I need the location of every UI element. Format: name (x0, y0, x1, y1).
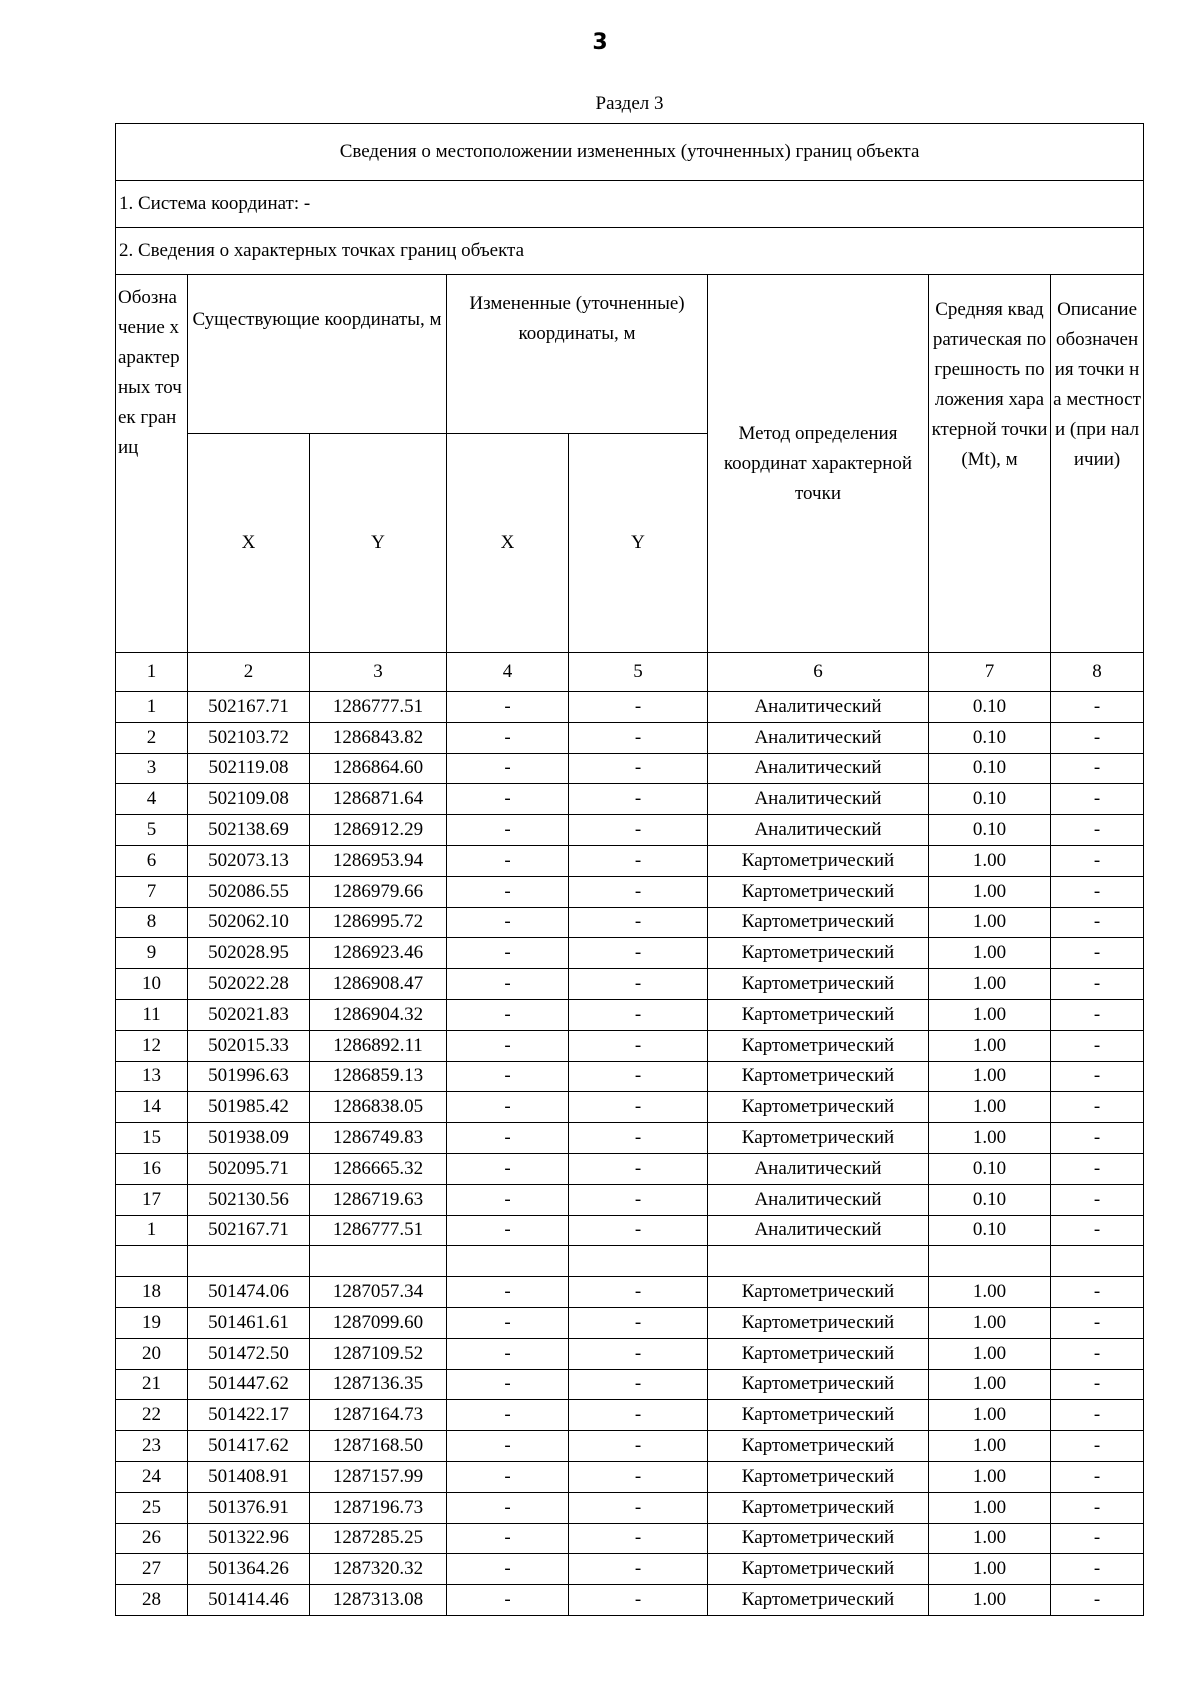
cell-mean-error: 0.10 (929, 1184, 1051, 1215)
cell-mean-error: 1.00 (929, 1461, 1051, 1492)
cell-method: Картометрический (708, 999, 929, 1030)
cell-method: Картометрический (708, 1307, 929, 1338)
cell-changed-y: - (569, 1400, 708, 1431)
cell-method: Картометрический (708, 1585, 929, 1616)
cell-point-number: 10 (116, 969, 188, 1000)
cell-description: - (1051, 1431, 1144, 1462)
cell-existing-y: 1286864.60 (310, 753, 447, 784)
cell-changed-x: - (447, 1184, 569, 1215)
cell-method: Картометрический (708, 969, 929, 1000)
cell-existing-y: 1286719.63 (310, 1184, 447, 1215)
cell-changed-y: - (569, 784, 708, 815)
cell-changed-x: - (447, 692, 569, 723)
cell-point-number: 4 (116, 784, 188, 815)
cell-changed-y: - (569, 845, 708, 876)
cell-description: - (1051, 1554, 1144, 1585)
cell-mean-error: 1.00 (929, 1400, 1051, 1431)
cell-method: Картометрический (708, 1277, 929, 1308)
coordinate-system: 1. Система координат: - (116, 181, 1144, 228)
cell-existing-y: 1287109.52 (310, 1338, 447, 1369)
cell-changed-y: - (569, 815, 708, 846)
cell-changed-y: - (569, 1184, 708, 1215)
table-row (116, 1277, 1144, 1308)
cell-changed-x: - (447, 1369, 569, 1400)
cell-mean-error: 0.10 (929, 1215, 1051, 1246)
cell-method: Картометрический (708, 1030, 929, 1061)
cell-existing-x: 501408.91 (188, 1461, 310, 1492)
table-row (116, 815, 1144, 846)
cell-mean-error: 1.00 (929, 845, 1051, 876)
table-row (116, 753, 1144, 784)
cell-mean-error: 0.10 (929, 784, 1051, 815)
cell-method: Картометрический (708, 1554, 929, 1585)
cell-changed-x: - (447, 876, 569, 907)
header-mean-error: Средняя квадратическая погрешность положения характерной точки (Mt), м (929, 275, 1051, 653)
cell-changed-x: - (447, 1153, 569, 1184)
column-number: 7 (929, 653, 1051, 692)
cell-existing-y: 1286979.66 (310, 876, 447, 907)
cell-point-number: 22 (116, 1400, 188, 1431)
table-row (116, 938, 1144, 969)
cell-point-number: 9 (116, 938, 188, 969)
cell-changed-x: - (447, 1523, 569, 1554)
cell-method: Аналитический (708, 692, 929, 723)
table-row (116, 1030, 1144, 1061)
cell-description: - (1051, 1338, 1144, 1369)
cell-method: Картометрический (708, 1369, 929, 1400)
cell-point-number: 19 (116, 1307, 188, 1338)
cell-description: - (1051, 1400, 1144, 1431)
cell-changed-y: - (569, 1585, 708, 1616)
cell-existing-x: 501474.06 (188, 1277, 310, 1308)
cell-changed-x: - (447, 784, 569, 815)
cell-changed-y: - (569, 1431, 708, 1462)
table-row (116, 1184, 1144, 1215)
table-row (116, 1523, 1144, 1554)
cell-mean-error: 1.00 (929, 1030, 1051, 1061)
cell-existing-y: 1287168.50 (310, 1431, 447, 1462)
cell-changed-x: - (447, 1585, 569, 1616)
cell-description: - (1051, 1585, 1144, 1616)
cell-description: - (1051, 1092, 1144, 1123)
table-row (116, 1492, 1144, 1523)
cell-description: - (1051, 1184, 1144, 1215)
cell-existing-y: 1286777.51 (310, 692, 447, 723)
header-existing-coordinates: Существующие координаты, м (188, 275, 447, 434)
table-row (116, 907, 1144, 938)
cell-changed-y: - (569, 1215, 708, 1246)
cell-existing-x: 502119.08 (188, 753, 310, 784)
cell-description (1051, 1246, 1144, 1277)
cell-existing-x: 502022.28 (188, 969, 310, 1000)
cell-mean-error: 1.00 (929, 1523, 1051, 1554)
table-row (116, 876, 1144, 907)
table-row (116, 969, 1144, 1000)
cell-changed-y: - (569, 722, 708, 753)
header-existing-y: Y (310, 434, 447, 653)
cell-changed-y: - (569, 1492, 708, 1523)
cell-changed-y: - (569, 1123, 708, 1154)
cell-changed-y: - (569, 999, 708, 1030)
table-row (116, 1431, 1144, 1462)
cell-changed-y: - (569, 1369, 708, 1400)
cell-changed-y: - (569, 753, 708, 784)
cell-point-number: 7 (116, 876, 188, 907)
cell-mean-error: 1.00 (929, 1277, 1051, 1308)
cell-existing-x: 501414.46 (188, 1585, 310, 1616)
cell-changed-x: - (447, 1338, 569, 1369)
cell-existing-x: 501472.50 (188, 1338, 310, 1369)
cell-changed-x: - (447, 1492, 569, 1523)
cell-description: - (1051, 692, 1144, 723)
table-row (116, 1585, 1144, 1616)
cell-existing-x: 501938.09 (188, 1123, 310, 1154)
cell-changed-x: - (447, 938, 569, 969)
cell-changed-x: - (447, 1215, 569, 1246)
cell-mean-error: 1.00 (929, 1092, 1051, 1123)
column-number: 8 (1051, 653, 1144, 692)
cell-existing-y: 1287136.35 (310, 1369, 447, 1400)
cell-point-number: 2 (116, 722, 188, 753)
cell-point-number: 8 (116, 907, 188, 938)
cell-point-number: 15 (116, 1123, 188, 1154)
cell-mean-error: 1.00 (929, 1369, 1051, 1400)
boundary-points-table (115, 123, 1144, 1616)
cell-method: Аналитический (708, 815, 929, 846)
cell-changed-y: - (569, 969, 708, 1000)
cell-changed-y: - (569, 1523, 708, 1554)
cell-existing-x: 502109.08 (188, 784, 310, 815)
cell-point-number: 14 (116, 1092, 188, 1123)
cell-description: - (1051, 1307, 1144, 1338)
cell-existing-x: 502130.56 (188, 1184, 310, 1215)
cell-changed-x: - (447, 1092, 569, 1123)
cell-description: - (1051, 784, 1144, 815)
cell-method: Картометрический (708, 1461, 929, 1492)
cell-description: - (1051, 999, 1144, 1030)
cell-description: - (1051, 938, 1144, 969)
cell-mean-error: 0.10 (929, 815, 1051, 846)
cell-method: Аналитический (708, 784, 929, 815)
cell-mean-error: 1.00 (929, 1431, 1051, 1462)
cell-method: Аналитический (708, 753, 929, 784)
cell-changed-x: - (447, 1061, 569, 1092)
cell-method: Картометрический (708, 1431, 929, 1462)
cell-existing-x: 502138.69 (188, 815, 310, 846)
cell-point-number: 13 (116, 1061, 188, 1092)
cell-method: Аналитический (708, 1184, 929, 1215)
cell-point-number: 11 (116, 999, 188, 1030)
cell-method: Аналитический (708, 722, 929, 753)
cell-description: - (1051, 969, 1144, 1000)
cell-existing-x: 501422.17 (188, 1400, 310, 1431)
cell-existing-y: 1286904.32 (310, 999, 447, 1030)
cell-description: - (1051, 1215, 1144, 1246)
cell-point-number: 23 (116, 1431, 188, 1462)
cell-point-number (116, 1246, 188, 1277)
cell-method: Картометрический (708, 1092, 929, 1123)
cell-changed-y: - (569, 1461, 708, 1492)
cell-description: - (1051, 1153, 1144, 1184)
cell-existing-x: 501461.61 (188, 1307, 310, 1338)
cell-description: - (1051, 1461, 1144, 1492)
table-row (116, 1307, 1144, 1338)
cell-existing-x: 502021.83 (188, 999, 310, 1030)
cell-existing-x: 502095.71 (188, 1153, 310, 1184)
cell-existing-x: 501985.42 (188, 1092, 310, 1123)
cell-method: Картометрический (708, 876, 929, 907)
cell-changed-x (447, 1246, 569, 1277)
cell-mean-error: 1.00 (929, 938, 1051, 969)
cell-changed-y: - (569, 938, 708, 969)
cell-mean-error: 1.00 (929, 1585, 1051, 1616)
cell-existing-y: 1286953.94 (310, 845, 447, 876)
cell-changed-y: - (569, 1030, 708, 1061)
header-changed-y: Y (569, 434, 708, 653)
table-row (116, 722, 1144, 753)
header-changed-x: X (447, 434, 569, 653)
section-title: Раздел 3 (595, 93, 664, 114)
cell-description: - (1051, 1369, 1144, 1400)
cell-description: - (1051, 845, 1144, 876)
cell-method: Картометрический (708, 1523, 929, 1554)
header-point-designation: Обозначение характерных точек границ (116, 275, 188, 653)
cell-method: Картометрический (708, 1123, 929, 1154)
table-row (116, 1123, 1144, 1154)
header-changed-coordinates: Измененные (уточненные) координаты, м (447, 275, 708, 434)
table-row (116, 784, 1144, 815)
cell-changed-x: - (447, 815, 569, 846)
cell-changed-x: - (447, 1123, 569, 1154)
cell-mean-error: 1.00 (929, 1307, 1051, 1338)
cell-method: Картометрический (708, 845, 929, 876)
cell-changed-y: - (569, 1277, 708, 1308)
cell-description: - (1051, 1030, 1144, 1061)
cell-existing-y: 1286908.47 (310, 969, 447, 1000)
cell-description: - (1051, 876, 1144, 907)
cell-existing-x: 501447.62 (188, 1369, 310, 1400)
cell-point-number: 26 (116, 1523, 188, 1554)
cell-changed-y (569, 1246, 708, 1277)
cell-point-number: 28 (116, 1585, 188, 1616)
cell-method: Картометрический (708, 1400, 929, 1431)
cell-existing-y: 1286777.51 (310, 1215, 447, 1246)
cell-point-number: 24 (116, 1461, 188, 1492)
cell-point-number: 18 (116, 1277, 188, 1308)
table-row (116, 1246, 1144, 1277)
header-description: Описание обозначения точки на местности (при наличии) (1051, 275, 1144, 653)
cell-description: - (1051, 1492, 1144, 1523)
cell-mean-error: 1.00 (929, 1338, 1051, 1369)
cell-mean-error: 1.00 (929, 1061, 1051, 1092)
table-row (116, 1461, 1144, 1492)
cell-description: - (1051, 907, 1144, 938)
table-row (116, 1061, 1144, 1092)
cell-point-number: 17 (116, 1184, 188, 1215)
cell-description: - (1051, 1523, 1144, 1554)
header-method: Метод определения координат характерной точки (708, 275, 929, 653)
cell-point-number: 25 (116, 1492, 188, 1523)
points-heading: 2. Сведения о характерных точках границ объекта (116, 228, 1144, 275)
cell-existing-x (188, 1246, 310, 1277)
table-row (116, 1092, 1144, 1123)
column-number: 2 (188, 653, 310, 692)
cell-existing-x: 502028.95 (188, 938, 310, 969)
cell-changed-x: - (447, 845, 569, 876)
cell-description: - (1051, 815, 1144, 846)
cell-mean-error: 1.00 (929, 876, 1051, 907)
cell-existing-y: 1287313.08 (310, 1585, 447, 1616)
cell-existing-y: 1287285.25 (310, 1523, 447, 1554)
cell-method (708, 1246, 929, 1277)
cell-mean-error: 1.00 (929, 1492, 1051, 1523)
cell-existing-y: 1287196.73 (310, 1492, 447, 1523)
cell-description: - (1051, 1061, 1144, 1092)
cell-existing-y: 1286749.83 (310, 1123, 447, 1154)
cell-point-number: 1 (116, 1215, 188, 1246)
cell-existing-y: 1286859.13 (310, 1061, 447, 1092)
cell-changed-y: - (569, 1092, 708, 1123)
cell-existing-y: 1287320.32 (310, 1554, 447, 1585)
cell-description: - (1051, 1123, 1144, 1154)
cell-changed-x: - (447, 1400, 569, 1431)
cell-existing-y: 1286665.32 (310, 1153, 447, 1184)
column-number: 6 (708, 653, 929, 692)
cell-method: Аналитический (708, 1153, 929, 1184)
cell-existing-x: 502103.72 (188, 722, 310, 753)
cell-changed-x: - (447, 1431, 569, 1462)
column-number: 1 (116, 653, 188, 692)
cell-existing-y: 1287164.73 (310, 1400, 447, 1431)
cell-existing-x: 501417.62 (188, 1431, 310, 1462)
cell-changed-y: - (569, 1338, 708, 1369)
cell-mean-error: 0.10 (929, 1153, 1051, 1184)
header-existing-x: X (188, 434, 310, 653)
cell-changed-x: - (447, 753, 569, 784)
cell-description: - (1051, 753, 1144, 784)
cell-point-number: 20 (116, 1338, 188, 1369)
cell-mean-error: 1.00 (929, 969, 1051, 1000)
cell-changed-x: - (447, 907, 569, 938)
cell-existing-y: 1286892.11 (310, 1030, 447, 1061)
cell-changed-x: - (447, 1461, 569, 1492)
cell-changed-y: - (569, 692, 708, 723)
table-row (116, 1215, 1144, 1246)
cell-changed-y: - (569, 1153, 708, 1184)
table-row (116, 1554, 1144, 1585)
cell-method: Картометрический (708, 1061, 929, 1092)
cell-method: Аналитический (708, 1215, 929, 1246)
cell-changed-x: - (447, 999, 569, 1030)
table-row (116, 1153, 1144, 1184)
cell-mean-error: 0.10 (929, 692, 1051, 723)
cell-changed-x: - (447, 1030, 569, 1061)
cell-changed-y: - (569, 876, 708, 907)
cell-existing-y: 1286912.29 (310, 815, 447, 846)
cell-method: Картометрический (708, 907, 929, 938)
cell-mean-error: 0.10 (929, 753, 1051, 784)
cell-method: Картометрический (708, 938, 929, 969)
cell-point-number: 1 (116, 692, 188, 723)
cell-existing-y: 1286843.82 (310, 722, 447, 753)
page-number: 3 (592, 30, 608, 55)
cell-point-number: 5 (116, 815, 188, 846)
cell-mean-error: 1.00 (929, 1554, 1051, 1585)
cell-changed-y: - (569, 1061, 708, 1092)
cell-changed-x: - (447, 1307, 569, 1338)
cell-mean-error: 1.00 (929, 999, 1051, 1030)
cell-changed-x: - (447, 1554, 569, 1585)
cell-mean-error (929, 1246, 1051, 1277)
cell-description: - (1051, 722, 1144, 753)
cell-existing-y: 1287057.34 (310, 1277, 447, 1308)
cell-existing-y (310, 1246, 447, 1277)
cell-point-number: 16 (116, 1153, 188, 1184)
cell-changed-x: - (447, 1277, 569, 1308)
cell-changed-x: - (447, 722, 569, 753)
table-row (116, 845, 1144, 876)
cell-point-number: 27 (116, 1554, 188, 1585)
cell-existing-x: 501322.96 (188, 1523, 310, 1554)
cell-mean-error: 1.00 (929, 907, 1051, 938)
cell-existing-x: 502062.10 (188, 907, 310, 938)
cell-method: Картометрический (708, 1338, 929, 1369)
cell-existing-x: 502015.33 (188, 1030, 310, 1061)
cell-changed-y: - (569, 1554, 708, 1585)
table-row (116, 1338, 1144, 1369)
table-title: Сведения о местоположении измененных (уточненных) границ объекта (116, 124, 1144, 181)
cell-description: - (1051, 1277, 1144, 1308)
cell-changed-y: - (569, 907, 708, 938)
cell-point-number: 3 (116, 753, 188, 784)
column-number: 3 (310, 653, 447, 692)
cell-existing-y: 1286923.46 (310, 938, 447, 969)
column-number: 4 (447, 653, 569, 692)
cell-existing-y: 1287157.99 (310, 1461, 447, 1492)
cell-existing-x: 502086.55 (188, 876, 310, 907)
cell-existing-x: 501364.26 (188, 1554, 310, 1585)
cell-method: Картометрический (708, 1492, 929, 1523)
cell-existing-x: 502167.71 (188, 692, 310, 723)
cell-existing-y: 1286838.05 (310, 1092, 447, 1123)
cell-existing-x: 502073.13 (188, 845, 310, 876)
cell-mean-error: 1.00 (929, 1123, 1051, 1154)
cell-existing-x: 501996.63 (188, 1061, 310, 1092)
cell-changed-y: - (569, 1307, 708, 1338)
column-number: 5 (569, 653, 708, 692)
cell-point-number: 12 (116, 1030, 188, 1061)
cell-mean-error: 0.10 (929, 722, 1051, 753)
table-row (116, 1400, 1144, 1431)
cell-point-number: 6 (116, 845, 188, 876)
table-row (116, 692, 1144, 723)
cell-existing-x: 502167.71 (188, 1215, 310, 1246)
table-row (116, 1369, 1144, 1400)
cell-existing-y: 1287099.60 (310, 1307, 447, 1338)
cell-existing-y: 1286871.64 (310, 784, 447, 815)
table-row (116, 999, 1144, 1030)
cell-point-number: 21 (116, 1369, 188, 1400)
cell-changed-x: - (447, 969, 569, 1000)
cell-existing-y: 1286995.72 (310, 907, 447, 938)
cell-existing-x: 501376.91 (188, 1492, 310, 1523)
